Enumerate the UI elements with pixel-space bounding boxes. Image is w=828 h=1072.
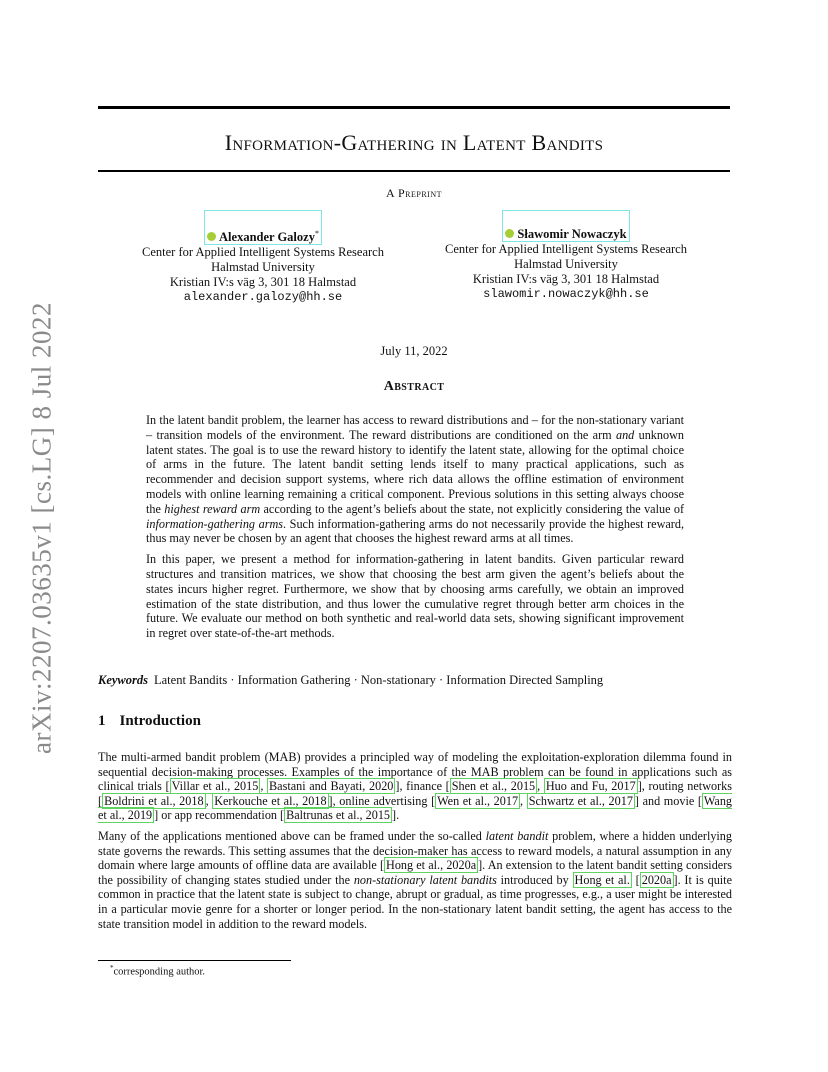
author-email: alexander.galozy@hh.se <box>183 290 343 305</box>
section-heading-introduction <box>98 713 201 730</box>
intro-paragraph-2: Many of the applications mentioned above can be framed under the so-called latent bandit problem, where a hidden underlying state governs the rewards. This setting assumes that the decision-maker has access to reward models, a natural assumption in any domain where large amounts of offline data are available [ Hong et al., 2020a ]. An extension to the latent bandit setting considers the possibility of changing states studied under the non-stationary latent bandits introduced by Hong et al. [ 2020a ]. It is quite common in practice that the latent state is subject to change, abrupt or gradual, as time progresses, e.g., a user might be interested in a particular movie genre for a shorter or longer period. In the non-stationary latent bandit setting, the agent has access to the state transition model in addition to the reward models. <box>98 828 733 931</box>
author-footnote-marker[interactable]: * <box>314 229 319 238</box>
paper-date: July 11, 2022 <box>380 344 448 358</box>
author-address: Kristian IV:s väg 3, 301 18 Halmstad <box>472 272 660 286</box>
keywords-label: Keywords <box>98 673 148 687</box>
citation-link[interactable]: Schwartz et al., 2017 <box>528 793 633 808</box>
section-title: Introduction <box>119 713 201 729</box>
author-name-link-2[interactable] <box>502 210 629 242</box>
citation-link[interactable]: Baltrunas et al., 2015 <box>286 808 391 823</box>
citation-link[interactable]: Kerkouche et al., 2018 <box>214 793 327 808</box>
author-address: Kristian IV:s väg 3, 301 18 Halmstad <box>169 275 357 290</box>
orcid-icon[interactable] <box>207 232 216 241</box>
author-block-1 <box>118 210 408 305</box>
citation-link[interactable]: Wen et al., 2017 <box>437 793 519 808</box>
intro-paragraph-1: The multi-armed bandit problem (MAB) provides a principled way of modeling the exploitation-exploration dilemma found in sequential decision-making processes. Examples of the importance of the MAB problem can be found in applications such as clinical trials [ Villar et al., 2015 , Bastani and Bayati, 2020 ], finance [ Shen et al., 2015 , Huo and Fu, 2017 ], routing networks [ Boldrini et al., 2018 , Kerkouche et al., 2018 ], online advertising [ Wen et al., 2017 , Schwartz et al., 2017 ] and movie [ Wang et al., 2019 ] or app recommendation [ Baltrunas et al., 2015 ]. <box>98 750 733 823</box>
arxiv-identifier-watermark: arXiv:2207.03635v1 [cs.LG] 8 Jul 2022 <box>26 302 57 754</box>
citation-link[interactable]: Villar et al., 2015 <box>171 779 259 794</box>
author-affiliation: Center for Applied Intelligent Systems Research <box>445 242 687 256</box>
author-university: Halmstad University <box>514 257 618 271</box>
citation-link[interactable]: Hong et al., 2020a <box>386 858 477 873</box>
abstract-paragraph-1: In the latent bandit problem, the learner has access to reward distributions and – for the non-stationary variant – transition models of the environment. The reward distributions are conditioned on the arm and unknown latent states. The goal is to use the reward history to identify the latent state, allowing for the optimal choice of arms in the future. The latent bandit setting lends itself to many practical applications, such as recommender and decision support systems, where rich data allows the offline estimation of environment models with online learning remaining a critical component. Previous solutions in this setting always choose the highest reward arm according to the agent’s beliefs about the state, not explicitly considering the value of information-gathering arms. Such information-gathering arms do not necessarily provide the highest reward, thus may never be chosen by an agent that chooses the highest reward arms at all times. <box>146 413 685 546</box>
author-name: Sławomir Nowaczyk <box>517 227 627 241</box>
citation-link[interactable]: Shen et al., 2015 <box>451 779 536 794</box>
paper-title: Information-Gathering in Latent Bandits <box>224 130 604 155</box>
title-top-rule <box>98 106 730 109</box>
citation-link[interactable]: Huo and Fu, 2017 <box>545 779 636 794</box>
footnote-marker: * <box>110 964 114 972</box>
footnote-text: corresponding author. <box>113 966 206 978</box>
title-bottom-rule <box>98 170 730 172</box>
introduction-body <box>98 750 732 937</box>
abstract-heading: Abstract <box>383 379 445 394</box>
footnote-rule <box>98 960 291 961</box>
citation-link[interactable]: Hong et al. <box>574 872 630 887</box>
keywords-list: Latent Bandits · Information Gathering · Non-stationary · Information Directed Sampling <box>154 673 604 687</box>
keywords-line <box>98 673 730 688</box>
author-email: slawomir.nowaczyk@hh.se <box>483 287 649 301</box>
citation-link[interactable]: Bastani and Bayati, 2020 <box>269 779 394 794</box>
section-number: 1 <box>98 713 106 729</box>
author-university: Halmstad University <box>211 260 315 275</box>
orcid-icon[interactable] <box>505 229 514 238</box>
author-name: Alexander Galozy <box>219 230 315 245</box>
abstract-paragraph-2: In this paper, we present a method for information-gathering in latent bandits. Given particular reward structures and transition matrices, we show that choosing the best arm given the agent’s beliefs about the states incurs higher regret. Furthermore, we show that by choosing arms carefully, we obtain an improved estimation of the state distribution, and thus lower the cumulative regret through better arm choices in the future. We evaluate our method on both synthetic and real-world data sets, showing significant improvement in regret over state-of-the-art methods. <box>146 552 684 641</box>
author-name-link-1[interactable] <box>204 210 322 245</box>
preprint-label: A Preprint <box>385 186 442 200</box>
abstract-body <box>146 413 684 647</box>
author-affiliation: Center for Applied Intelligent Systems Research <box>142 245 384 260</box>
citation-link[interactable]: Wang et al., 2019 <box>98 793 733 823</box>
author-block-2 <box>421 210 711 302</box>
footnote <box>110 964 205 978</box>
citation-link[interactable]: Boldrini et al., 2018 <box>104 793 204 808</box>
citation-link[interactable]: 2020a <box>641 872 672 887</box>
